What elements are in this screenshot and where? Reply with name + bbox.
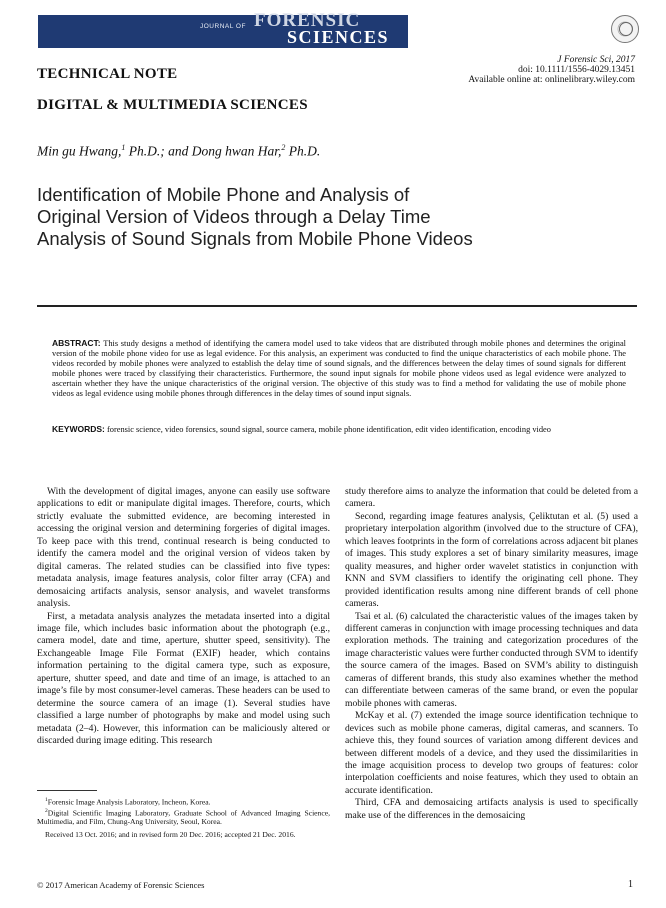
footnote-1: $^1$Forensic Image Analysis Laboratory, Incheon, Korea.: [45, 797, 211, 807]
citation-journal: J Forensic Sci, 2017: [557, 55, 635, 65]
paragraph: Tsai et al. (6) calculated the characteristic values of the images taken by different cameras in conjunction with image processing techniques and data exploration methods. The training and categorization procedures of the image characteristic values were further conducted through SVM to identify the source camera of the images. Based on SVM’s ability to distinguish cameras of different brands, this study also examines whether the method can differentiate between cameras of the same brand, or even the popular mobile phones with cameras.: [345, 610, 638, 709]
body-column-left: [37, 486, 330, 748]
received-dates: Received 13 Oct. 2016; and in revised form 20 Dec. 2016; accepted 21 Dec. 2016.: [45, 829, 296, 839]
footnote-2: $^2$Digital Scientific Imaging Laboratory, Graduate School of Advanced Imaging Science, Multimedia, and Film, Chung-Ang University, Seoul, Korea.: [37, 807, 330, 827]
article-category: DIGITAL & MULTIMEDIA SCIENCES: [37, 97, 308, 113]
paragraph: Second, regarding image features analysis, Çeliktutan et al. (5) used a proprietary interpolation algorithm (involved due to the structure of CFA), which leaves footprints in the form of correlations across adjacent bit planes of images. This study explores a set of binary similarity measures, image quality measures, and higher order wavelet statistics in conjunction with KNN and SVM classifiers to identify the originating cell phone. They provided identification results among nine different brands of cell phone cameras.: [345, 510, 638, 610]
paragraph: First, a metadata analysis analyzes the metadata inserted into a digital image file, which includes basic information about the photograph (e.g., camera model, date and time, aperture, shutter speed, sensitivity). The Exchangeable Image File Format (EXIF) header, which contains information pertaining to the digital camera type, such as exposure, aperture, shutter speed, and date and time of an image, is attached to an image’s file by most consumer-level cameras. These headers can be used to determine the source camera of an image (1). Several studies have classified a large number of photographs by make and model using such metadata (2–4). However, this information can be maliciously altered or discarded during image editing. This research: [37, 610, 330, 747]
author-2: Ph.D.; and Dong hwan Har,: [125, 143, 282, 159]
abstract-text: This study designs a method of identifying the camera model used to take videos that are distributed through mobile phones and determines the original version of the mobile phone video for use as legal evidence. For this analysis, an experiment was conducted to find the unique characteristics of each mobile phone. The videos recorded by mobile phones were analyzed to establish the delay time of sound signals, and the differences between the delay times of sound signals for different mobile phones were traced by classifying their characteristics. Furthermore, the sound input signals for mobile phone videos used as legal evidence were analyzed to ascertain whether they have the unique characteristics of the original version. The objective of this study was to find a method for validating the use of mobile phone videos as legal evidence using mobile phones through differences in the delay times of sound input signals.: [52, 339, 626, 399]
journal-title-sciences: SCIENCES: [287, 27, 390, 47]
footnotes: [37, 796, 330, 839]
page-number: 1: [628, 879, 633, 890]
paragraph: McKay et al. (7) extended the image source identification technique to devices such as mobile phone cameras, digital cameras, and scanners. To achieve this, they found sources of variation among different devices and between different models of a device, and they used the dissimilarities in the image acquisition process to develop two groups of features: color interpolation coefficients and noise features, which they used to obtain an accurate identification.: [345, 710, 638, 796]
keywords-label: KEYWORDS:: [52, 424, 105, 434]
author-line: [37, 143, 320, 160]
paragraph: Third, CFA and demosaicing artifacts analysis is used to specifically make use of the differences in the demosaicing: [345, 797, 638, 821]
author-1-affil: 1: [121, 143, 126, 152]
abstract-label: ABSTRACT:: [52, 338, 101, 348]
footnote-divider: [37, 790, 97, 791]
author-2-degree: Ph.D.: [285, 143, 321, 159]
paragraph: With the development of digital images, anyone can easily use software applications to edit or manipulate digital images. Therefore, courts, which strictly evaluate the submitted evidence, are becoming interested in accessing the original version and determining forgeries of digital images. To keep pace with this trend, continual research is being conducted to identify the camera model and the original version of videos taken by digital cameras. The related studies can be classified into five types: metadata analysis, image features analysis, color filter array (CFA) and demosaicing artifacts analysis, sensor analysis, and wavelet transforms analysis.: [37, 486, 330, 610]
citation-doi[interactable]: doi: 10.1111/1556-4029.13451: [518, 65, 635, 75]
author-2-affil: 2: [281, 143, 286, 152]
article-type: TECHNICAL NOTE: [37, 66, 178, 82]
author-1: Min gu Hwang,: [37, 143, 122, 159]
paragraph: study therefore aims to analyze the information that could be deleted from a camera.: [345, 486, 638, 510]
seal-inner-ring: [619, 22, 633, 36]
abstract: [52, 338, 626, 400]
copyright: © 2017 American Academy of Forensic Sciences: [37, 880, 205, 890]
journal-title-forensic: FORENSIC: [254, 10, 361, 31]
body-column-right: [345, 486, 638, 822]
journal-of-label: JOURNAL OF: [200, 23, 246, 30]
article-title: Identification of Mobile Phone and Analysis of Original Version of Videos through a Delay Time Analysis of Sound Signals from Mobile Phone Videos: [37, 184, 473, 249]
citation-online[interactable]: Available online at: onlinelibrary.wiley.com: [468, 75, 635, 85]
title-divider: [37, 305, 637, 307]
keywords: [52, 424, 626, 435]
keywords-text: forensic science, video forensics, sound signal, source camera, mobile phone identification, edit video identification, encoding video: [104, 425, 551, 434]
